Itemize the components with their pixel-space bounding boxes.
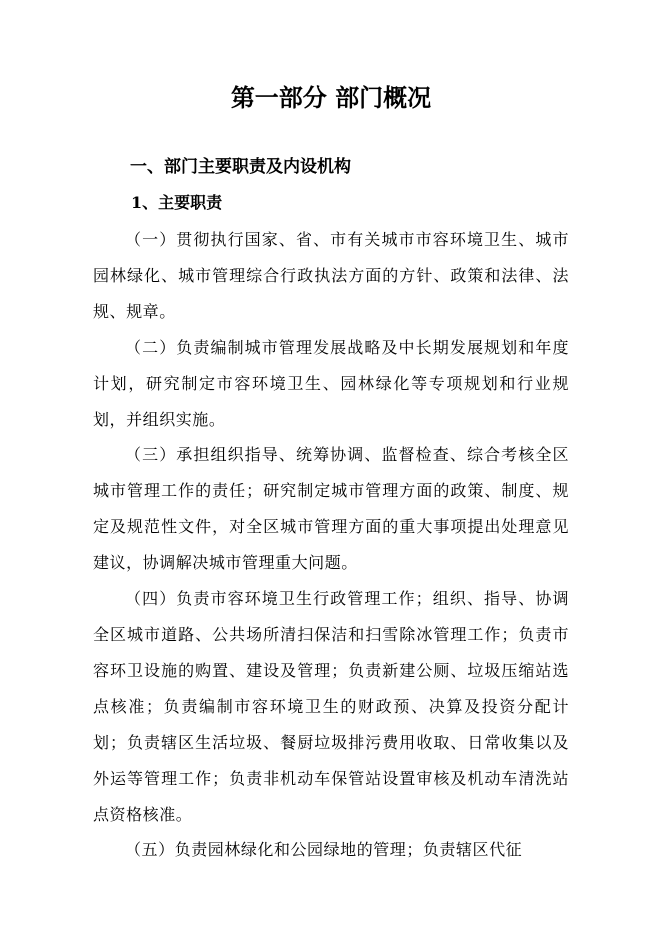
paragraph: （四）负责市容环境卫生行政管理工作；组织、指导、协调全区城市道路、公共场所清扫保洁和扫雪除冰管理工作；负责市容环卫设施的购置、建设及管理；负责新建公厕、垃圾压缩站选点核准；负责编制市容环境卫生的财政预、决算及投资分配计划；负责辖区生活垃圾、餐厨垃圾排污费用收取、日常收集以及外运等管理工作；负责非机动车保管站设置审核及机动车清洗站点资格核准。	[93, 589, 569, 824]
subsection-heading: 1、主要职责	[131, 193, 223, 212]
section-heading: 一、部门主要职责及内设机构	[130, 157, 351, 177]
paragraph: （三）承担组织指导、统筹协调、监督检查、综合考核全区城市管理工作的责任；研究制定城市管理方面的政策、制度、规定及规范性文件，对全区城市管理方面的重大事项提出处理意见建议，协调解决城市管理重大问题。	[93, 445, 569, 573]
paragraph: （五）负责园林绿化和公园绿地的管理；负责辖区代征	[125, 840, 523, 860]
paragraph: （二）负责编制城市管理发展战略及中长期发展规划和年度计划，研究制定市容环境卫生、园林绿化等专项规划和行业规划，并组织实施。	[93, 337, 569, 429]
paragraph: （一）贯彻执行国家、省、市有关城市市容环境卫生、城市园林绿化、城市管理综合行政执法方面的方针、政策和法律、法规、规章。	[93, 230, 569, 321]
page-title: 第一部分 部门概况	[230, 84, 432, 112]
body-text	[93, 222, 569, 868]
